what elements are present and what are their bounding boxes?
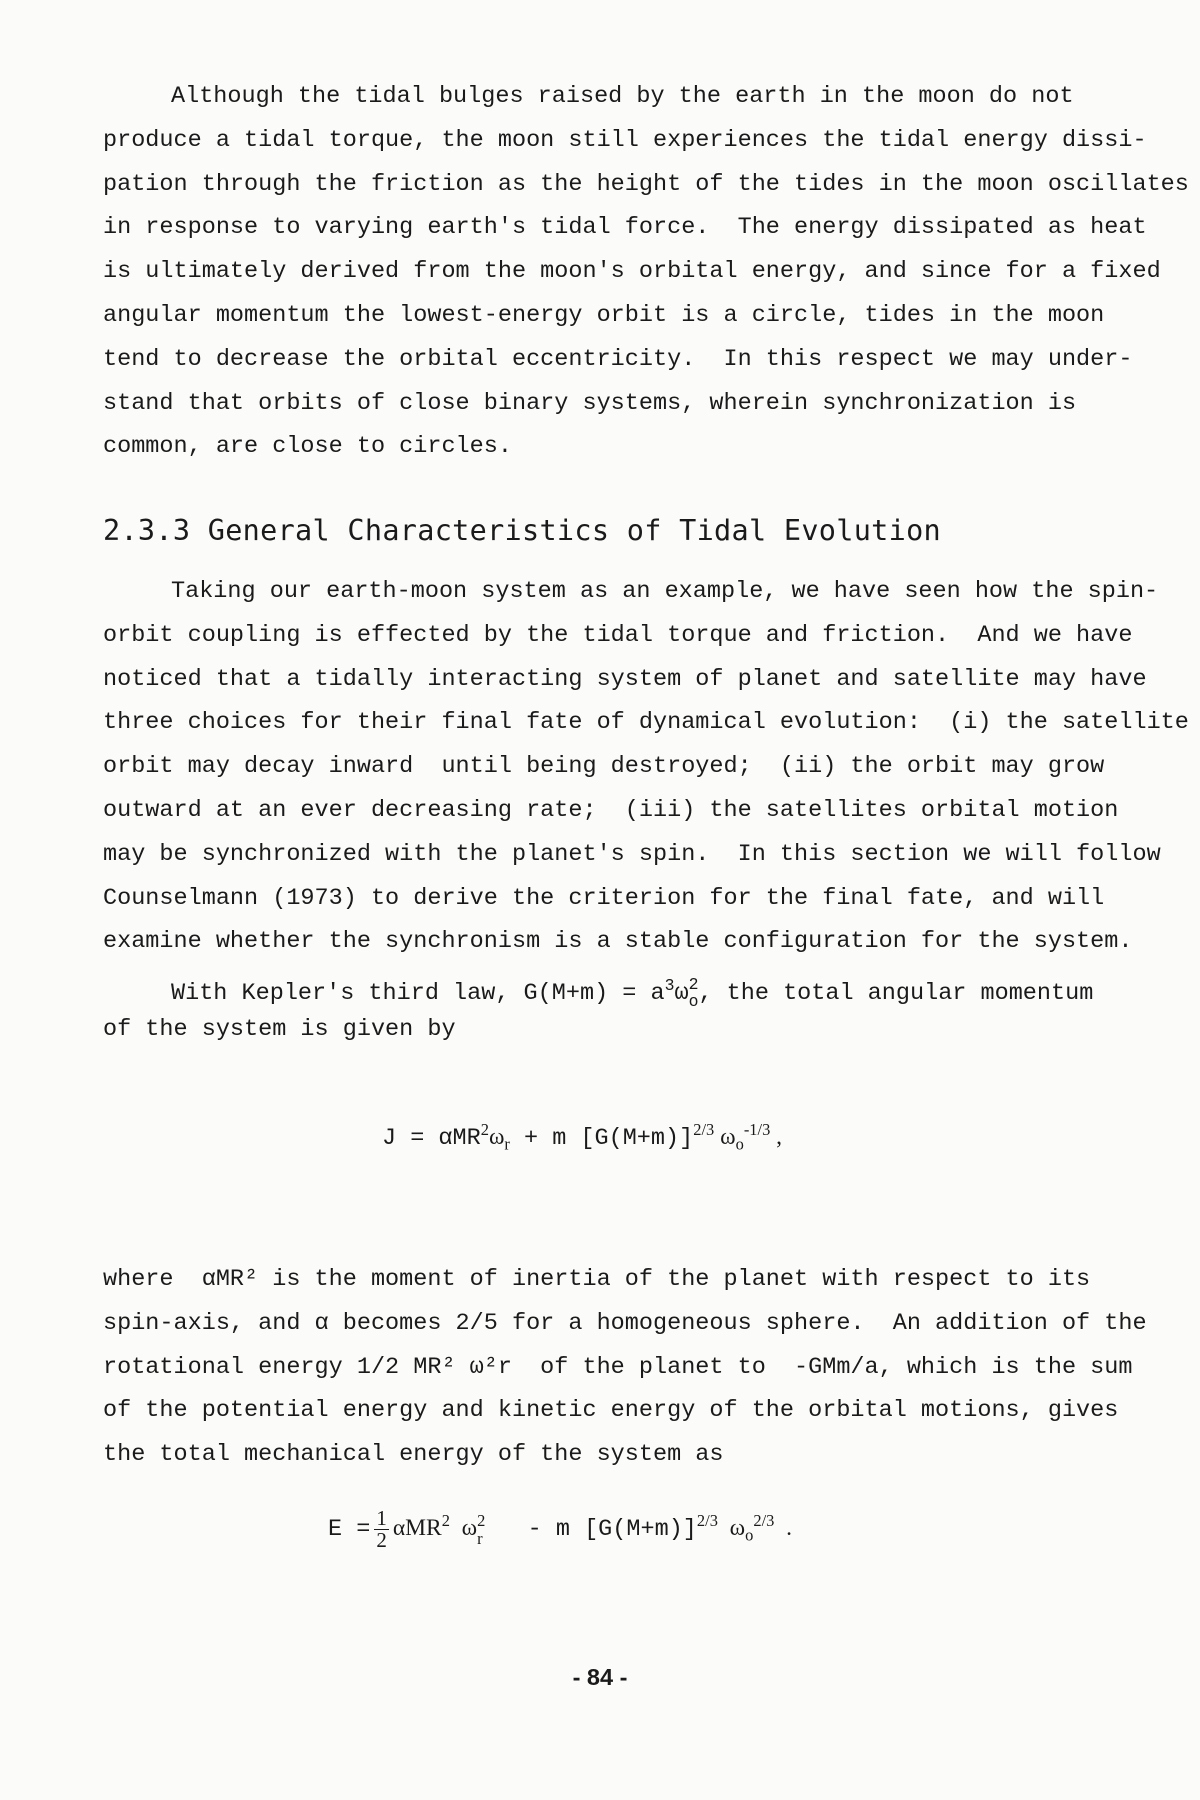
text: With Kepler's third law, G(M+m) = a	[171, 980, 665, 1007]
paragraph-2	[103, 570, 1189, 1052]
text-line: is ultimately derived from the moon's orbital energy, and since for a fixed	[103, 258, 1161, 286]
eq-term: ,	[770, 1123, 783, 1150]
text-line: in response to varying earth's tidal force. The energy dissipated as heat	[103, 214, 1147, 242]
omega: ω	[674, 980, 689, 1007]
text-line: rotational energy 1/2 MR² ω²r of the planet to -GMm/a, which is the sum	[103, 1353, 1133, 1381]
numerator: 1	[376, 1506, 387, 1530]
text-line: where αMR² is the moment of inertia of the planet with respect to its	[103, 1266, 1091, 1293]
text-line: stand that orbits of close binary systems, wherein synchronization is	[103, 389, 1077, 417]
subscript: o	[745, 1525, 754, 1545]
text-line: noticed that a tidally interacting system of planet and satellite may have	[103, 665, 1147, 693]
text-line: of the potential energy and kinetic energy of the orbital motions, gives	[103, 1397, 1119, 1425]
eq-term: .	[774, 1514, 792, 1541]
eq-term: J = αMR	[382, 1124, 481, 1152]
eq-term: ω	[488, 1123, 505, 1150]
subscript: r	[477, 1528, 483, 1548]
text-line: produce a tidal torque, the moon still experiences the tidal energy dissi-	[103, 126, 1147, 154]
text-line: Although the tidal bulges raised by the earth in the moon do not	[171, 83, 1074, 110]
subscript: o	[735, 1134, 744, 1154]
section-heading: 2.3.3 General Characteristics of Tidal Evolution	[103, 514, 942, 547]
eq-term: ω	[717, 1514, 746, 1541]
superscript: 3	[664, 976, 675, 996]
text-line: pation through the friction as the height of the tides in the moon oscillates	[103, 170, 1189, 198]
superscript: 2	[688, 974, 699, 994]
paragraph-3	[103, 1258, 1147, 1477]
superscript: 2	[480, 1120, 489, 1139]
eq-term: E =	[328, 1515, 371, 1543]
text-line: spin-axis, and α becomes 2/5 for a homogeneous sphere. An addition of the	[103, 1309, 1147, 1337]
superscript: 2/3	[753, 1511, 775, 1531]
text-line: may be synchronized with the planet's spin. In this section we will follow	[103, 840, 1161, 868]
superscript: 2	[441, 1511, 450, 1531]
text-line: of the system is given by	[103, 1015, 456, 1043]
text-line: orbit may decay inward until being destroyed; (ii) the orbit may grow	[103, 753, 1105, 781]
equation-angular-momentum	[382, 1120, 782, 1155]
text-line: common, are close to circles.	[103, 433, 512, 461]
page-number: - 84 -	[572, 1664, 628, 1690]
subscript: r	[504, 1134, 510, 1154]
eq-term: + m [G(M+m)]	[509, 1124, 694, 1152]
superscript: 2	[477, 1511, 486, 1531]
text-line: tend to decrease the orbital eccentricity. In this respect we may under-	[103, 345, 1133, 373]
superscript: 2/3	[693, 1120, 715, 1139]
paragraph-1	[103, 75, 1189, 469]
eq-term: ω	[714, 1123, 736, 1150]
denominator: 2	[376, 1528, 387, 1552]
text-line: orbit coupling is effected by the tidal torque and friction. And we have	[103, 621, 1133, 649]
superscript: -1/3	[743, 1120, 771, 1139]
fraction-one-half	[374, 1508, 389, 1551]
eq-term: αMR	[392, 1514, 442, 1541]
text-line: outward at an ever decreasing rate; (iii) the satellites orbital motion	[103, 796, 1119, 824]
text-line: three choices for their final fate of dynamical evolution: (i) the satellite	[103, 709, 1189, 737]
text-line: examine whether the synchronism is a stable configuration for the system.	[103, 928, 1133, 956]
text-line: angular momentum the lowest-energy orbit is a circle, tides in the moon	[103, 301, 1105, 329]
sup-sub-stack	[689, 976, 699, 1011]
kepler-line	[103, 964, 1189, 1011]
superscript: 2/3	[696, 1511, 718, 1531]
text-line: the total mechanical energy of the system as	[103, 1441, 724, 1469]
text-line: Taking our earth-moon system as an example, we have seen how the spin-	[171, 578, 1159, 605]
equation-energy	[328, 1508, 792, 1551]
text-line: Counselmann (1973) to derive the criterion for the final fate, and will	[103, 884, 1105, 912]
eq-term: - m [G(M+m)]	[485, 1515, 697, 1543]
subscript: o	[688, 991, 699, 1011]
eq-term: ω	[449, 1514, 478, 1541]
text: , the total angular momentum	[698, 980, 1094, 1007]
